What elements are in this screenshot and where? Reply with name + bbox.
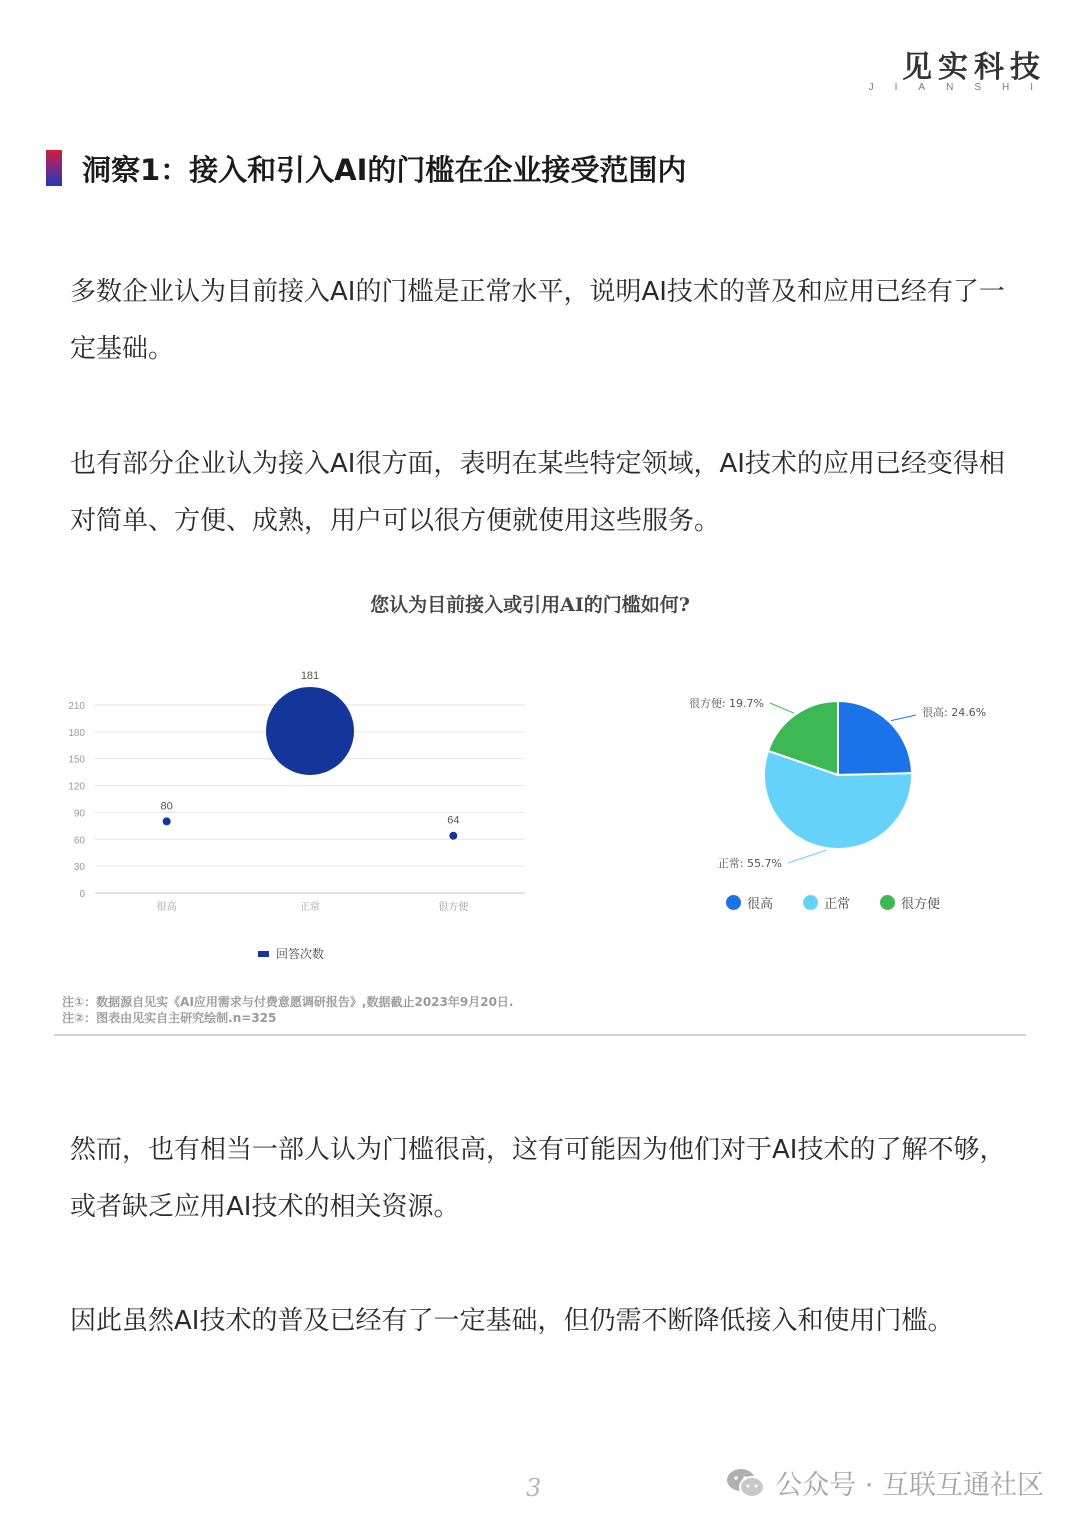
y-tick-label: 210 <box>68 701 85 712</box>
wechat-icon <box>725 1466 767 1500</box>
footer-text: 公众号 · 互联互通社区 <box>775 1470 1044 1501</box>
pie-chart <box>660 685 1020 885</box>
legend-label-normal: 正常 <box>824 897 851 912</box>
x-tick-label: 正常 <box>300 902 320 913</box>
pie-leader-line <box>770 703 794 713</box>
note-2: 注②：图表由见实自主研究绘制.n=325 <box>62 1011 277 1025</box>
bubble-point <box>449 832 457 840</box>
paragraph-4: 因此虽然AI技术的普及已经有了一定基础，但仍需不断降低接入和使用门槛。 <box>70 1306 954 1336</box>
legend-item-high <box>726 893 773 912</box>
bubble-data-label: 64 <box>447 814 460 827</box>
pie-slice-label: 很方便: 19.7% <box>688 697 764 710</box>
x-tick-label: 很方便 <box>438 902 469 913</box>
pie-leader-line <box>891 715 916 721</box>
page-number: 3 <box>526 1474 542 1502</box>
legend-label: 回答次数 <box>276 947 325 961</box>
note-1: 注①：数据源自见实《AI应用需求与付费意愿调研报告》,数据截止2023年9月20日. <box>62 995 514 1009</box>
y-tick-label: 120 <box>68 781 85 793</box>
pie-leader-line <box>788 850 826 863</box>
pie-slice-label: 正常: 55.7% <box>717 857 782 870</box>
logo-sub-text: JIANSHI <box>868 82 1054 93</box>
legend-dot-normal <box>803 895 818 910</box>
pie-slice <box>838 701 912 775</box>
legend-item-easy <box>880 893 940 912</box>
bubble-chart-legend <box>258 945 324 962</box>
y-tick-label: 180 <box>68 727 85 739</box>
legend-label-easy: 很方便 <box>901 897 941 912</box>
y-tick-label: 0 <box>79 889 85 900</box>
paragraph-2: 也有部分企业认为接入AI很方面，表明在某些特定领域，AI技术的应用已经变得相对简单、方便、成熟，用户可以很方便就使用这些服务。 <box>70 449 1005 536</box>
x-tick-label: 很高 <box>156 902 177 913</box>
legend-swatch <box>258 951 269 957</box>
logo-main-text: 见实科技 <box>902 50 1046 85</box>
heading-accent-bar <box>46 150 62 186</box>
bubble-data-label: 80 <box>160 800 173 813</box>
bubble-point <box>266 687 354 775</box>
legend-dot-easy <box>880 895 895 910</box>
pie-slice-label: 很高: 24.6% <box>922 706 987 719</box>
legend-dot-high <box>726 895 741 910</box>
y-tick-label: 150 <box>68 754 85 766</box>
pie-chart-legend <box>726 893 940 912</box>
y-tick-label: 30 <box>73 862 85 874</box>
legend-label-high: 很高 <box>747 897 774 912</box>
footer-source <box>725 1463 1044 1502</box>
bubble-data-label: 181 <box>300 669 320 682</box>
brand-logo <box>868 42 1054 93</box>
paragraph-3: 然而，也有相当一部人认为门槛很高，这有可能因为他们对于AI技术的了解不够，或者缺乏应用AI技术的相关资源。 <box>70 1135 1006 1222</box>
divider <box>54 1034 1026 1036</box>
y-tick-label: 90 <box>73 808 85 820</box>
chart-notes <box>62 994 513 1026</box>
legend-item-normal <box>803 893 850 912</box>
paragraph-1: 多数企业认为目前接入AI的门槛是正常水平，说明AI技术的普及和应用已经有了一定基础。 <box>70 277 1005 364</box>
bubble-point <box>163 817 171 825</box>
chart-title: 您认为目前接入或引用AI的门槛如何? <box>370 594 690 616</box>
bubble-chart <box>40 665 540 925</box>
section-heading: 洞察1：接入和引入AI的门槛在企业接受范围内 <box>82 153 687 187</box>
y-tick-label: 60 <box>73 835 85 847</box>
